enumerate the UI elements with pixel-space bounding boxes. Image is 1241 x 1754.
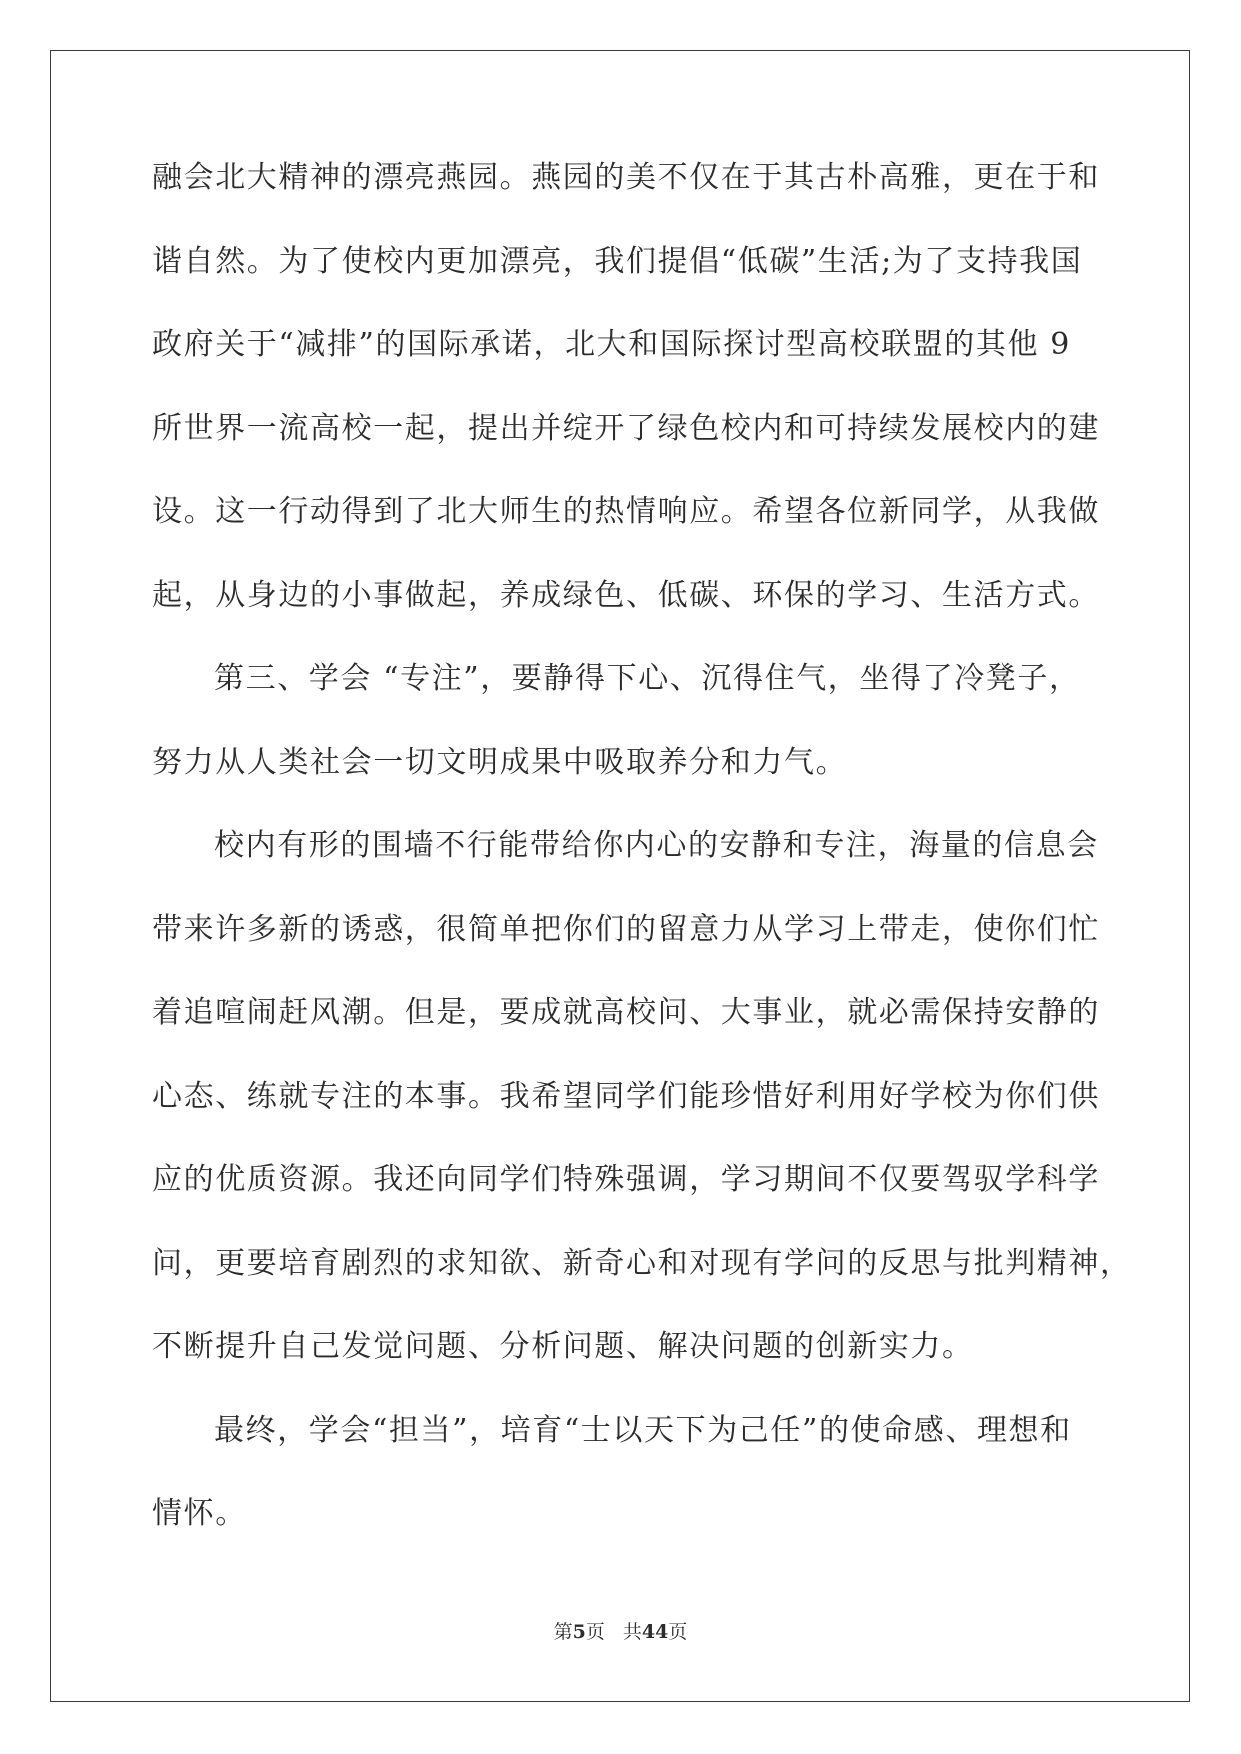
text-line: 努力从人类社会一切文明成果中吸取养分和力气。 bbox=[152, 744, 848, 780]
text-line: 心态、练就专注的本事。我希望同学们能珍惜好利用好学校为你们供 bbox=[152, 1078, 1100, 1114]
text-line: 应的优质资源。我还向同学们特殊强调，学习期间不仅要驾驭学科学 bbox=[152, 1162, 1100, 1197]
text-line: 情怀。 bbox=[152, 1496, 247, 1531]
footer-total-prefix: 共 bbox=[622, 1621, 642, 1643]
text-line: 不断提升自己发觉问题、分析问题、解决问题的创新实力。 bbox=[152, 1329, 974, 1364]
footer-page-suffix: 页 bbox=[585, 1621, 605, 1643]
footer-total-suffix: 页 bbox=[668, 1621, 688, 1643]
text-line: 带来许多新的诱惑，很简单把你们的留意力从学习上带走，使你们忙 bbox=[152, 911, 1100, 947]
text-line: 政府关于“减排”的国际承诺，北大和国际探讨型高校联盟的其他 9 bbox=[152, 327, 1071, 362]
page-footer bbox=[0, 1620, 1241, 1644]
paragraph-start-line: 校内有形的围墙不行能带给你内心的安静和专注，海量的信息会 bbox=[214, 828, 1099, 863]
text-line: 融会北大精神的漂亮燕园。燕园的美不仅在于其古朴高雅，更在于和 bbox=[152, 160, 1100, 195]
text-line: 所世界一流高校一起，提出并绽开了绿色校内和可持续发展校内的建 bbox=[152, 410, 1100, 446]
document-body bbox=[152, 158, 1132, 1578]
text-line: 设。这一行动得到了北大师生的热情响应。希望各位新同学，从我做 bbox=[152, 494, 1100, 529]
current-page-number: 5 bbox=[572, 1621, 586, 1643]
paragraph-start-line: 第三、学会 “专注”，要静得下心、沉得住气，坐得了冷凳子， bbox=[214, 661, 1081, 696]
paragraph-start-line: 最终，学会“担当”，培育“士以天下为己任”的使命感、理想和 bbox=[214, 1412, 1072, 1448]
text-line: 起，从身边的小事做起，养成绿色、低碳、环保的学习、生活方式。 bbox=[152, 577, 1100, 613]
text-line: 问，更要培育剧烈的求知欲、新奇心和对现有学问的反思与批判精神， bbox=[152, 1245, 1132, 1281]
footer-prefix: 第 bbox=[553, 1621, 573, 1643]
text-line: 着追喧闹赶风潮。但是，要成就高校问、大事业，就必需保持安静的 bbox=[152, 995, 1100, 1030]
text-line: 谐自然。为了使校内更加漂亮，我们提倡“低碳”生活;为了支持我国 bbox=[152, 243, 1083, 279]
total-page-count: 44 bbox=[641, 1621, 669, 1643]
